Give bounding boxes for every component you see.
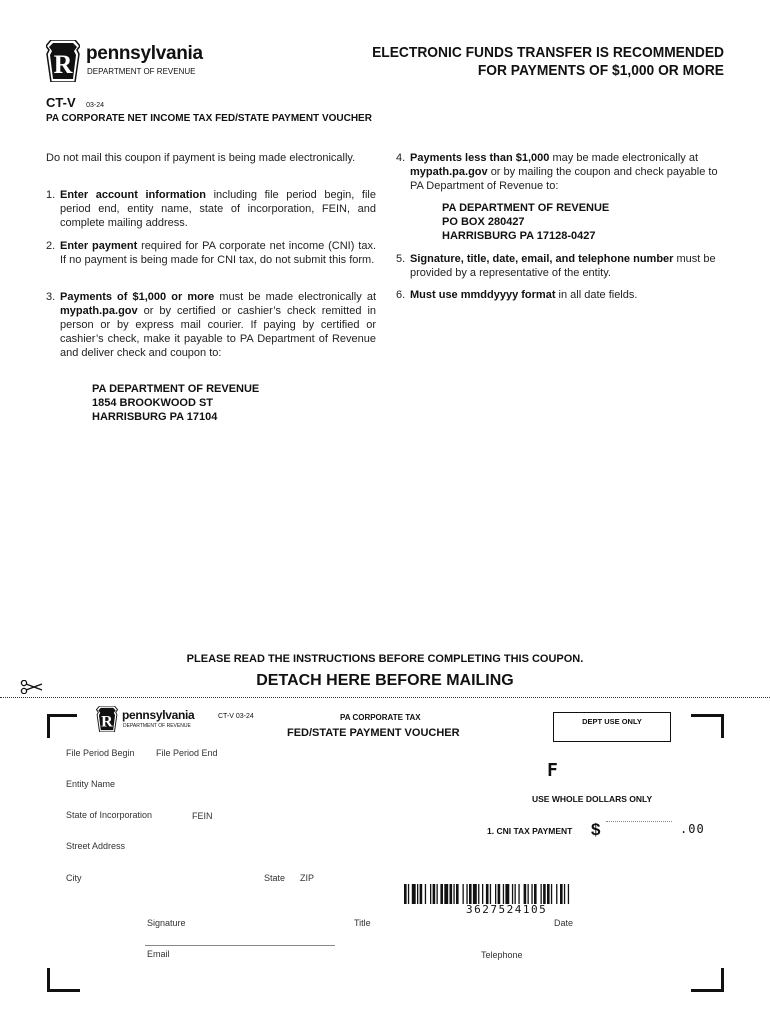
entity-name-label: Entity Name [66, 779, 116, 789]
cni-tax-payment-label: 1. CNI TAX PAYMENT [487, 826, 573, 836]
intro-text: Do not mail this coupon if payment is being made electronically. [46, 152, 356, 164]
mailing-address-1 [92, 382, 259, 424]
address-line: HARRISBURG PA 17128-0427 [442, 230, 596, 242]
banner-line-2: FOR PAYMENTS OF $1,000 OR MORE [477, 62, 724, 79]
corner-mark-tl [47, 714, 77, 717]
item-4-text-a: may be made electronically at [552, 152, 698, 164]
file-period-end-label: File Period End [156, 748, 218, 758]
corner-mark-bl [47, 989, 80, 992]
mailing-address-2 [442, 201, 609, 243]
signature-label: Signature [147, 918, 186, 928]
telephone-label: Telephone [481, 950, 523, 960]
item-3-text-b: or by certified or cashier’s check remitted in person or by express mail courier. If paying by certified or cashier’s check, make it payable to PA Department of Revenue and deliver check and coupon to: [60, 305, 377, 359]
barcode-number: 3627524105 [466, 903, 548, 916]
cut-line [0, 697, 770, 698]
item-4-text-b: or by mailing the coupon and check payable to PA Department of Revenue to: [410, 166, 718, 192]
mypath-link[interactable]: mypath.pa.gov [410, 166, 488, 178]
corner-mark-tr [691, 714, 724, 717]
f-mark: F [547, 760, 558, 781]
form-revision: 03-24 [86, 102, 104, 109]
scissors-icon [20, 680, 44, 694]
logo-name: pennsylvania [86, 43, 203, 64]
banner-line-1: ELECTRONIC FUNDS TRANSFER IS RECOMMENDED [372, 44, 724, 61]
item-4-heading: Payments less than $1,000 [410, 152, 550, 164]
item-number: 4. [396, 152, 406, 164]
barcode-icon [404, 884, 620, 904]
corner-mark-tr-v [721, 714, 724, 738]
item-6-text: in all date fields. [558, 289, 638, 301]
corner-mark-br [691, 989, 724, 992]
city-label: City [66, 873, 82, 883]
instruction-item-5 [396, 252, 726, 280]
item-5-text: must be provided by a representative of the entity. [410, 253, 716, 279]
item-3-text-a: must be made electronically at [219, 291, 377, 303]
item-number: 2. [46, 240, 56, 252]
form-id-line [46, 94, 104, 112]
form-subtitle: PA CORPORATE NET INCOME TAX FED/STATE PAYMENT VOUCHER [46, 113, 372, 124]
dollar-sign: $ [591, 820, 601, 839]
coupon-logo-dept: DEPARTMENT OF REVENUE [123, 723, 191, 729]
corner-mark-tl-v [47, 714, 50, 738]
item-number: 3. [46, 291, 56, 303]
instruction-item-4 [396, 151, 726, 193]
coupon-voucher-title: FED/STATE PAYMENT VOUCHER [287, 727, 460, 739]
state-of-incorporation-label: State of Incorporation [66, 810, 153, 820]
coupon-tax-name: PA CORPORATE TAX [340, 713, 421, 722]
address-line: PA DEPARTMENT OF REVENUE [92, 383, 260, 395]
date-label: Date [554, 918, 574, 928]
svg-text:R: R [53, 50, 73, 79]
instruction-item-3 [46, 290, 376, 360]
item-number: 1. [46, 189, 56, 201]
efts-banner [282, 44, 724, 80]
file-period-begin-label: File Period Begin [66, 748, 135, 758]
item-number: 6. [396, 289, 406, 301]
coupon-form-id: CT-V 03-24 [218, 713, 254, 720]
logo-dept: DEPARTMENT OF REVENUE [87, 67, 196, 76]
form-id: CT-V [46, 95, 76, 110]
keystone-logo-icon [96, 706, 118, 732]
street-address-label: Street Address [66, 841, 126, 851]
coupon-logo [96, 706, 226, 732]
address-line: PA DEPARTMENT OF REVENUE [442, 202, 610, 214]
item-6-heading: Must use mmddyyyy format [410, 289, 556, 301]
whole-dollars-notice: USE WHOLE DOLLARS ONLY [532, 794, 653, 804]
instruction-item-6 [396, 288, 726, 302]
address-line: PO BOX 280427 [442, 216, 525, 228]
zip-label: ZIP [300, 873, 315, 883]
keystone-logo-icon [46, 40, 80, 82]
item-number: 5. [396, 253, 406, 265]
title-label: Title [354, 918, 371, 928]
state-label: State [264, 873, 286, 883]
email-rule [145, 945, 335, 946]
item-1-text: including file period begin, file period end, entity name, state of incorporation, FEIN, and complete mailing address. [60, 189, 376, 229]
item-5-heading: Signature, title, date, email, and telephone number [410, 253, 674, 265]
svg-text:R: R [101, 713, 113, 731]
address-line: 1854 BROOKWOOD ST [92, 397, 214, 409]
read-instructions-notice: PLEASE READ THE INSTRUCTIONS BEFORE COMPLETING THIS COUPON. [186, 653, 584, 665]
email-label: Email [147, 949, 170, 959]
cents-label: .00 [680, 822, 705, 836]
item-2-text: required for PA corporate net income (CNI) tax. If no payment is being made for CNI tax, do not submit this form. [60, 240, 376, 266]
item-3-heading: Payments of $1,000 or more [60, 291, 215, 303]
corner-mark-bl-v [47, 968, 50, 992]
corner-mark-br-v [721, 968, 724, 992]
logo [46, 40, 206, 82]
address-line: HARRISBURG PA 17104 [92, 411, 218, 423]
detach-title: DETACH HERE BEFORE MAILING [256, 672, 514, 689]
dept-use-label: DEPT USE ONLY [582, 717, 642, 726]
coupon-logo-name: pennsylvania [122, 708, 195, 722]
mypath-link[interactable]: mypath.pa.gov [60, 305, 138, 317]
instruction-item-1 [46, 188, 376, 230]
item-1-heading: Enter account information [60, 189, 206, 201]
dept-use-box [553, 712, 671, 742]
cni-payment-input[interactable] [606, 821, 672, 839]
fein-label: FEIN [192, 811, 213, 821]
item-2-heading: Enter payment [60, 240, 138, 252]
instruction-item-2 [46, 239, 376, 267]
